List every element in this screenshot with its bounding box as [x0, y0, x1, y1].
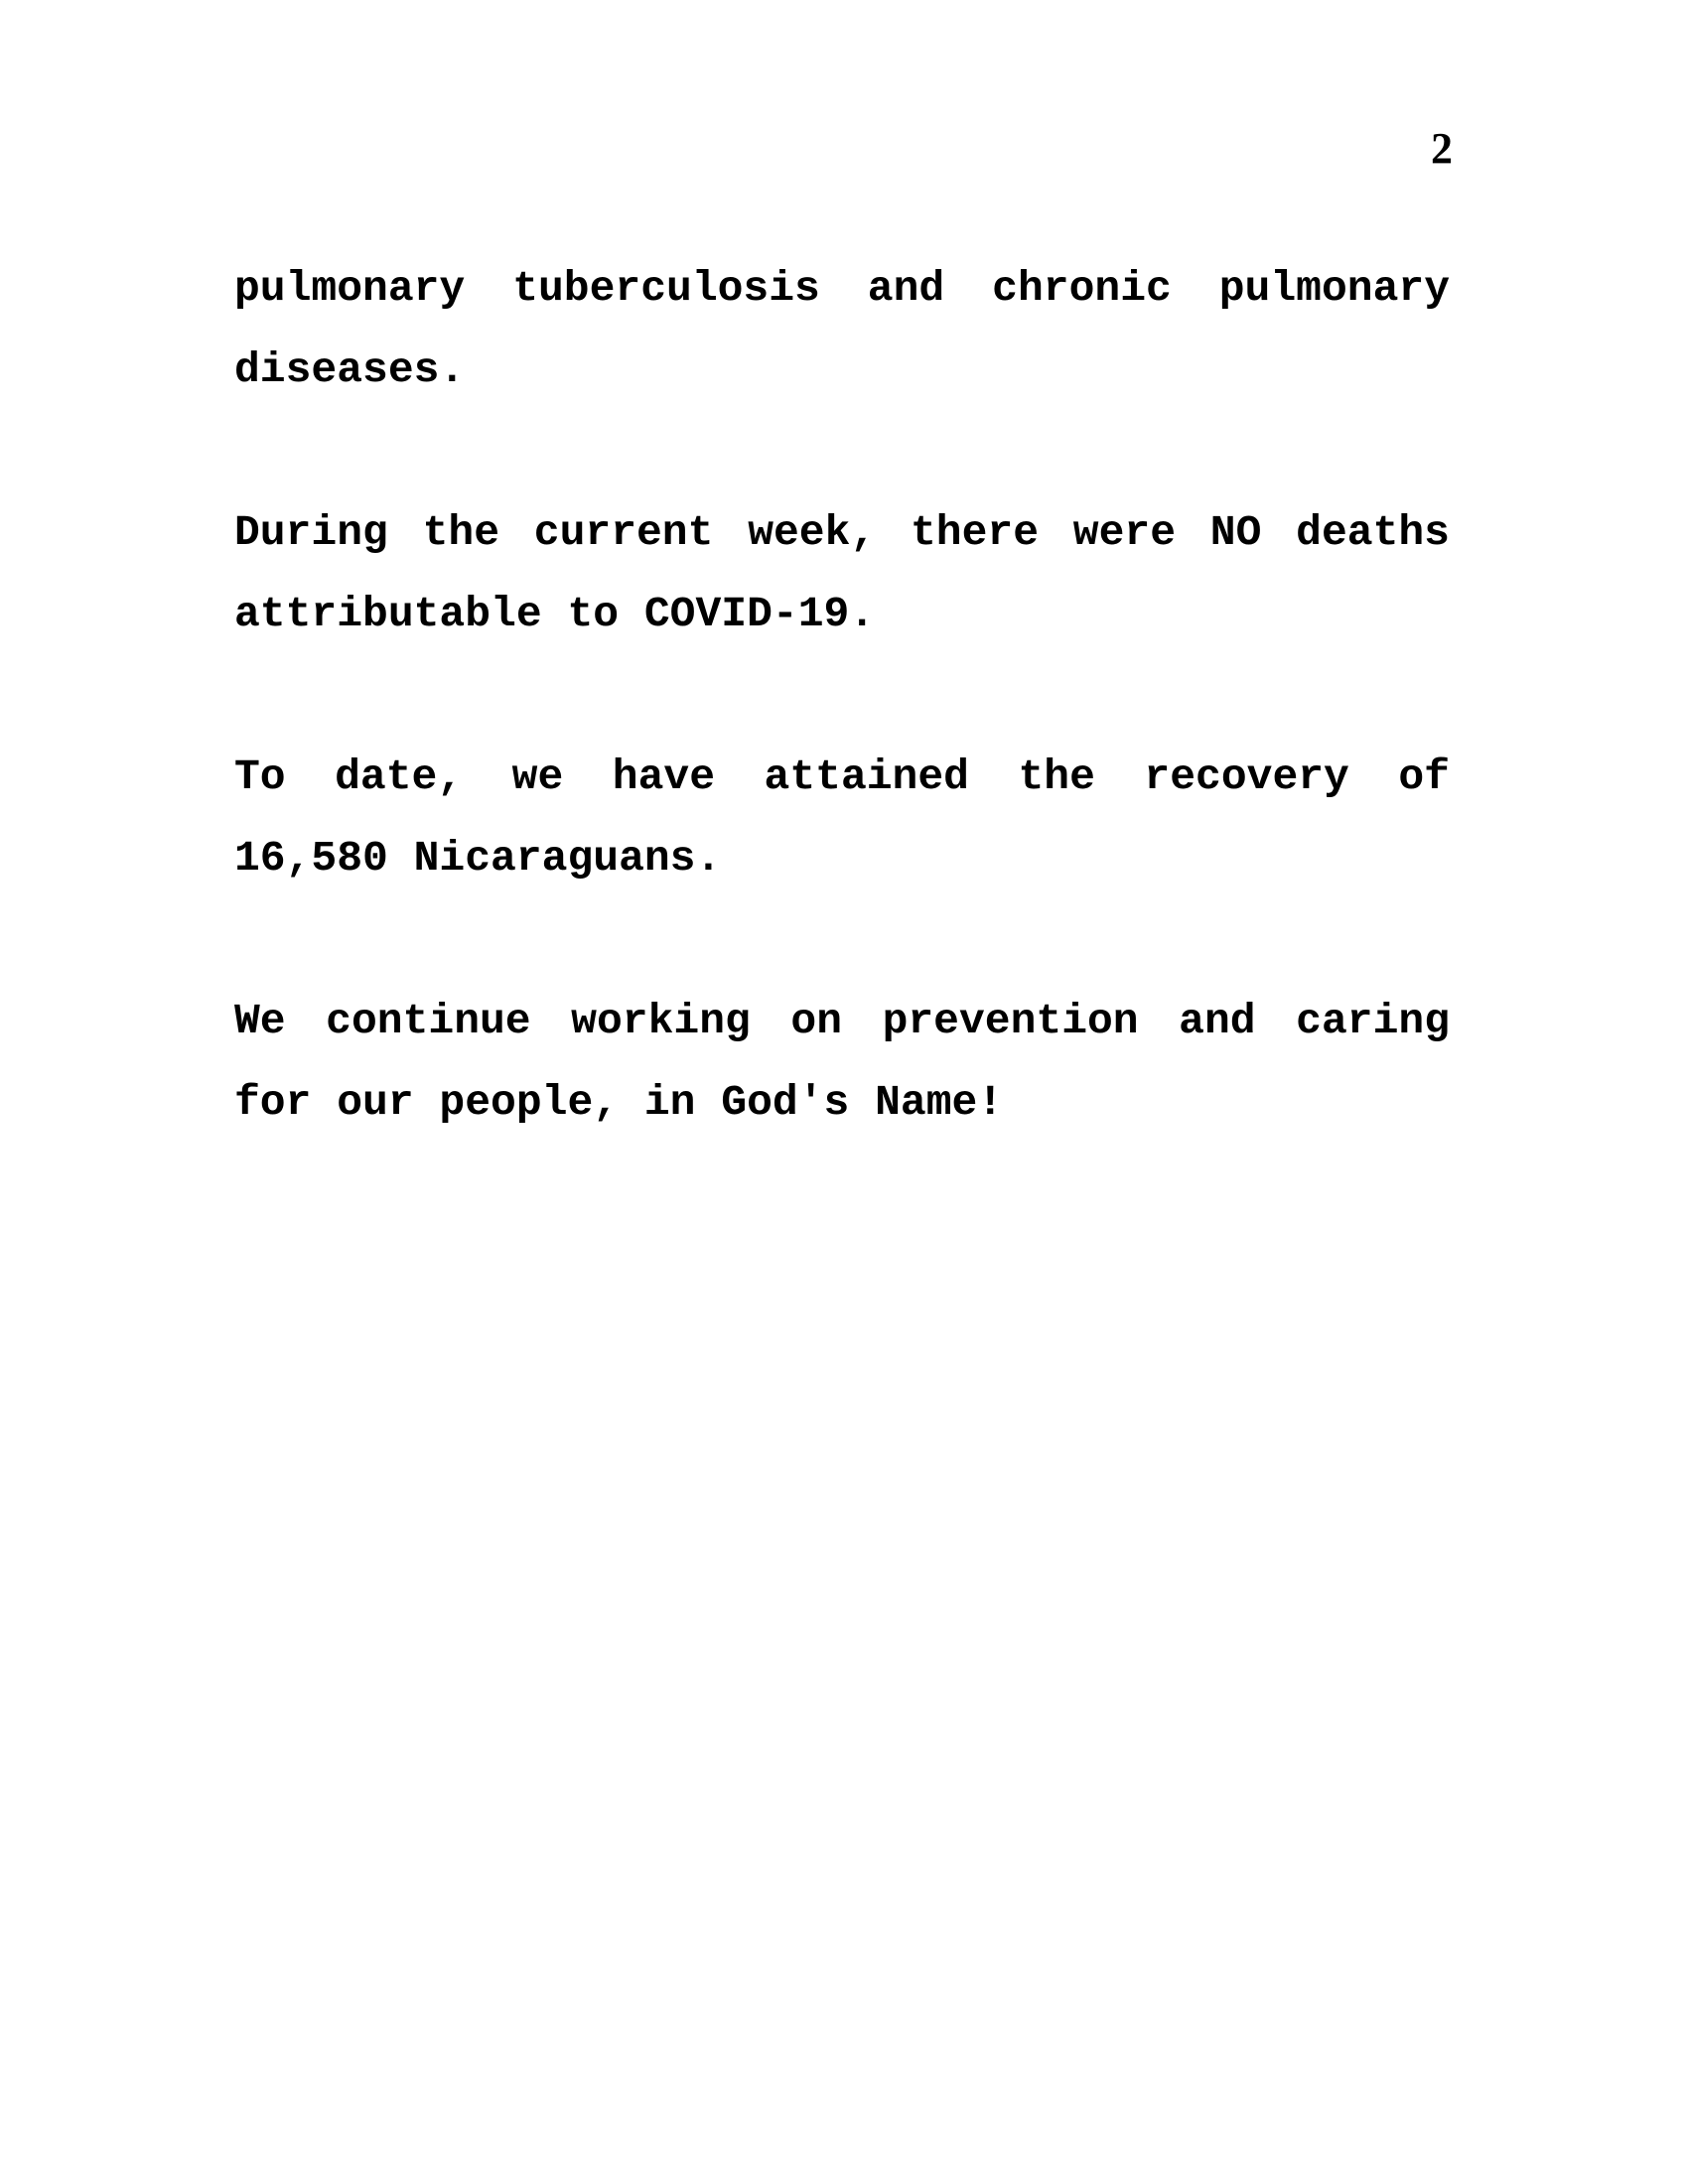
document-body	[234, 248, 1450, 1144]
paragraph-recovery-count: To date, we have attained the recovery of 16,580 Nicaraguans.	[234, 752, 1450, 883]
paragraph-closing-statement: We continue working on prevention and caring for our people, in God's Name!	[234, 997, 1450, 1127]
paragraph-no-deaths: During the current week, there were NO deaths attributable to COVID-19.	[234, 508, 1450, 638]
page-number: 2	[1431, 124, 1453, 173]
paragraph-pulmonary-diseases: pulmonary tuberculosis and chronic pulmonary diseases.	[234, 264, 1450, 394]
